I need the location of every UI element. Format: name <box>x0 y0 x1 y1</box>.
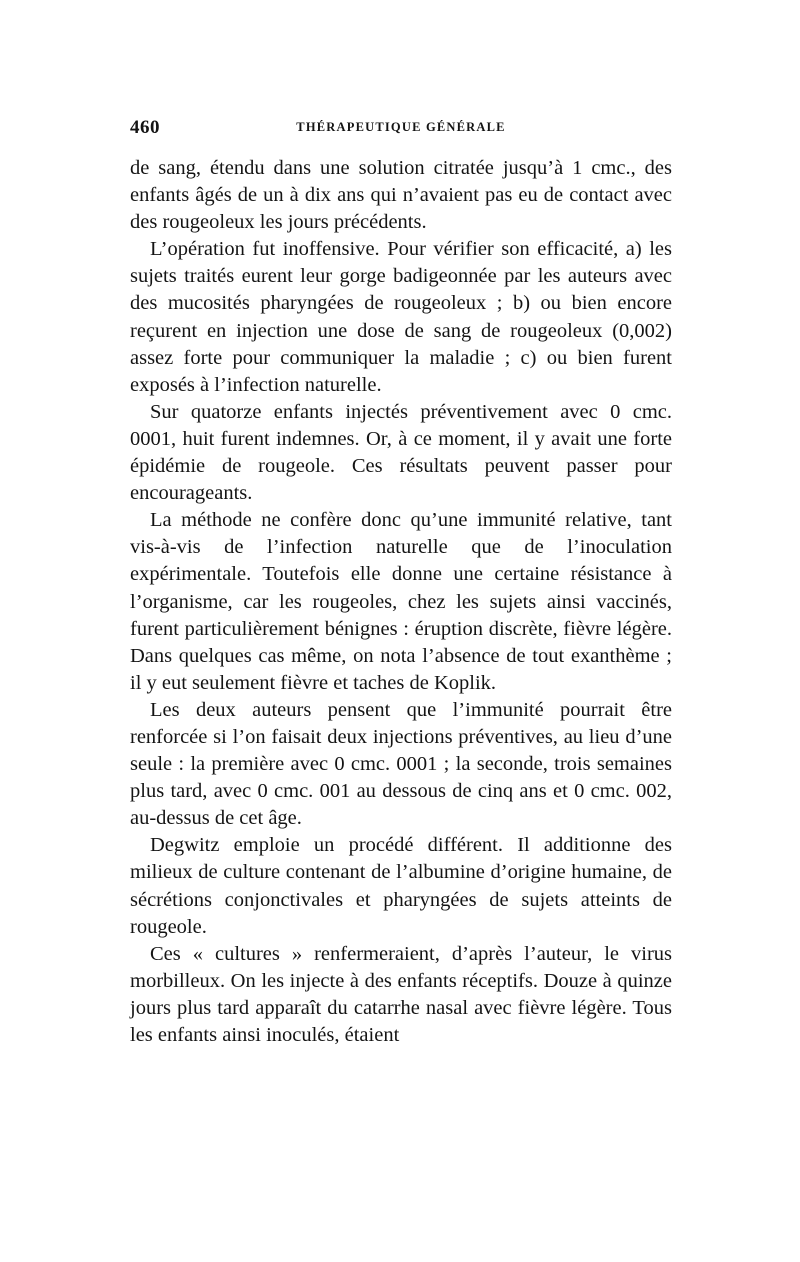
paragraph: L’opération fut inoffensive. Pour vérifier son efficacité, a) les sujets traités eurent leur gorge badigeonnée par les auteurs avec des mucosités pharyngées de rougeoleux ; b) ou bien encore reçurent en injection une dose de sang de rougeoleux (0,002) assez forte pour communiquer la maladie ; c) ou bien furent exposés à l’infection naturelle. <box>130 238 672 396</box>
book-page <box>130 117 672 1049</box>
paragraph-continued: de sang, étendu dans une solution citratée jusqu’à 1 cmc., des enfants âgés de un à dix ans qui n’avaient pas eu de contact avec des rougeoleux les jours précédents. <box>130 157 672 234</box>
paragraph: Sur quatorze enfants injectés préventivement avec 0 cmc. 0001, huit furent indemnes. Or, à ce moment, il y avait une forte épidémie de rougeole. Ces résultats peuvent passer pour encourageants. <box>130 400 672 505</box>
paragraph: La méthode ne confère donc qu’une immunité relative, tant vis-à-vis de l’infection naturelle que de l’inoculation expérimentale. Toutefois elle donne une certaine résistance à l’organisme, car les rougeoles, chez les sujets ainsi vaccinés, furent particulièrement bénignes : éruption discrète, fièvre légère. Dans quelques cas même, on nota l’absence de tout exanthème ; il y eut seulement fièvre et taches de Koplik. <box>130 509 672 694</box>
paragraph: Degwitz emploie un procédé différent. Il additionne des milieux de culture contenant de l’albumine d’origine humaine, de sécrétions conjonctivales et pharyngées de sujets atteints de rougeole. <box>130 834 672 938</box>
paragraph: Les deux auteurs pensent que l’immunité pourrait être renforcée si l’on faisait deux injections préventives, au lieu d’une seule : la première avec 0 cmc. 0001 ; la seconde, trois semaines plus tard, avec 0 cmc. 001 au dessous de cinq ans et 0 cmc. 002, au-dessus de cet âge. <box>130 698 672 830</box>
body-text <box>130 155 672 1049</box>
paragraph: Ces « cultures » renfermeraient, d’après l’auteur, le virus morbilleux. On les injecte à des enfants réceptifs. Douze à quinze jours plus tard apparaît du catarrhe nasal avec fièvre légère. Tous les enfants ainsi inoculés, étaient <box>130 942 672 1046</box>
running-title: THÉRAPEUTIQUE GÉNÉRALE <box>296 120 506 134</box>
running-head <box>130 117 672 139</box>
page-number: 460 <box>130 117 160 138</box>
